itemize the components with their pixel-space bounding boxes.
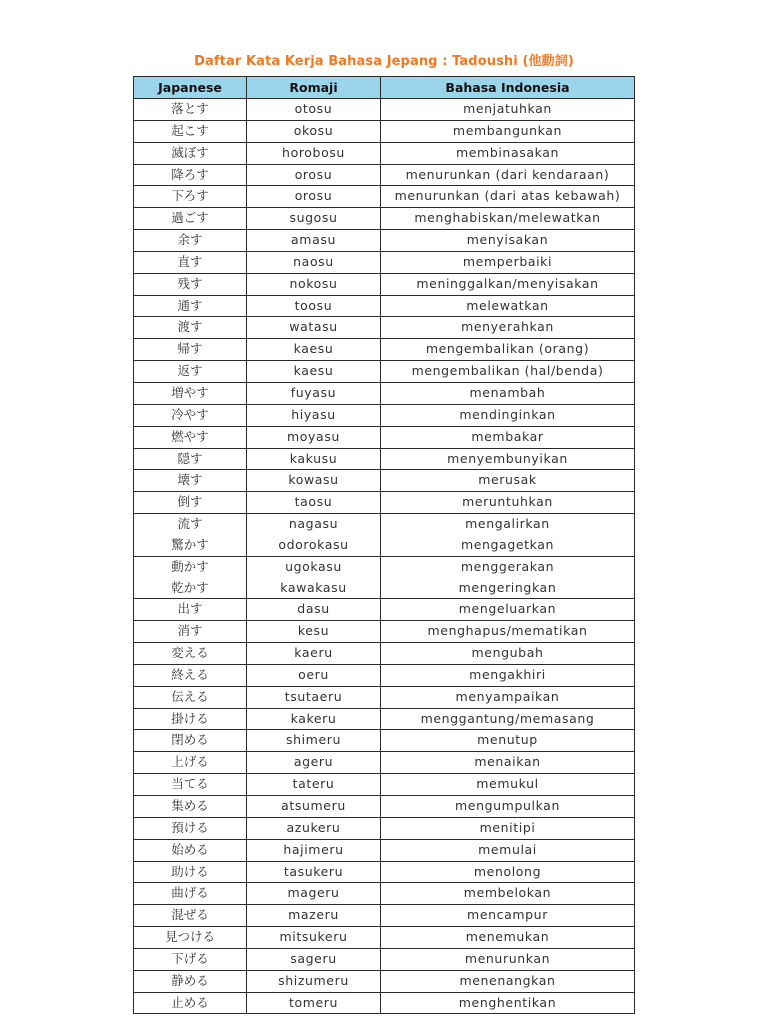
table-body — [134, 99, 635, 1014]
indonesian-cell — [381, 208, 635, 230]
japanese-cell — [134, 774, 247, 796]
cell-text: mengeluarkan — [458, 601, 557, 617]
japanese-cell — [134, 164, 247, 186]
japanese-cell — [134, 120, 247, 142]
romaji-cell — [247, 404, 381, 426]
cell-text: 隠す — [177, 450, 203, 466]
indonesian-cell — [381, 404, 635, 426]
romaji-cell — [247, 905, 381, 927]
table-row — [134, 839, 635, 861]
cell-text: hiyasu — [291, 406, 336, 422]
cell-text: 動かす — [171, 558, 209, 574]
japanese-cell — [134, 251, 247, 273]
table-row — [134, 251, 635, 273]
cell-text: memperbaiki — [462, 253, 553, 269]
cell-text: menjatuhkan — [463, 101, 552, 116]
romaji-cell — [247, 643, 381, 665]
cell-text: 滅ぼす — [171, 144, 209, 160]
cell-text: kaesu — [293, 363, 334, 379]
romaji-cell — [247, 774, 381, 796]
cell-text: 燃やす — [171, 428, 209, 444]
indonesian-cell — [381, 927, 635, 949]
cell-text: 増やす — [171, 384, 209, 400]
cell-text: 止める — [171, 994, 209, 1010]
cell-text: membakar — [471, 428, 544, 444]
indonesian-cell — [381, 514, 635, 557]
cell-text: menaikan — [474, 754, 541, 770]
cell-text: mitsukeru — [279, 929, 348, 945]
indonesian-cell — [381, 448, 635, 470]
romaji-cell — [247, 621, 381, 643]
indonesian-cell — [381, 883, 635, 905]
cell-text: merusak — [478, 472, 537, 488]
japanese-cell — [134, 796, 247, 818]
table-row — [134, 404, 635, 426]
column-header-indonesian: Bahasa Indonesia — [381, 77, 635, 99]
cell-text: kaeru — [294, 645, 333, 661]
cell-text: 下げる — [171, 950, 209, 966]
cell-text: 渡す — [177, 319, 203, 335]
romaji-cell — [247, 230, 381, 252]
japanese-cell — [134, 514, 247, 557]
column-header-romaji: Romaji — [247, 77, 381, 99]
cell-text: 静める — [171, 972, 209, 988]
japanese-cell — [134, 643, 247, 665]
japanese-cell — [134, 621, 247, 643]
cell-text: ageru — [293, 754, 334, 770]
table-row — [134, 317, 635, 339]
table-row — [134, 883, 635, 905]
japanese-cell — [134, 230, 247, 252]
japanese-cell — [134, 339, 247, 361]
verb-table — [133, 76, 635, 1014]
indonesian-cell — [381, 621, 635, 643]
japanese-cell — [134, 142, 247, 164]
indonesian-cell — [381, 120, 635, 142]
japanese-cell — [134, 295, 247, 317]
cell-text: 降ろす — [171, 166, 209, 182]
table-row — [134, 556, 635, 599]
table-row — [134, 643, 635, 665]
cell-text: odorokasu — [278, 536, 349, 552]
cell-text: 掛ける — [171, 710, 209, 726]
cell-text: shizumeru — [278, 972, 349, 988]
table-row — [134, 382, 635, 404]
romaji-cell — [247, 927, 381, 949]
cell-text: menghentikan — [458, 994, 557, 1010]
table-row — [134, 970, 635, 992]
romaji-cell — [247, 970, 381, 992]
japanese-cell — [134, 186, 247, 208]
romaji-cell — [247, 839, 381, 861]
romaji-cell — [247, 448, 381, 470]
cell-text: azukeru — [286, 819, 341, 835]
cell-text: tateru — [292, 776, 335, 792]
romaji-cell — [247, 186, 381, 208]
cell-text: mengagetkan — [460, 536, 555, 552]
table-row — [134, 361, 635, 383]
cell-text: taosu — [294, 494, 333, 510]
indonesian-cell — [381, 230, 635, 252]
cell-text: 集める — [171, 798, 209, 813]
cell-text: sageru — [290, 950, 337, 966]
indonesian-cell — [381, 361, 635, 383]
japanese-cell — [134, 492, 247, 514]
cell-text: 過ごす — [171, 210, 209, 226]
cell-text: oeru — [298, 666, 329, 682]
cell-text: sugosu — [289, 210, 338, 226]
cell-text: meruntuhkan — [462, 494, 553, 510]
cell-text: menemukan — [465, 929, 550, 945]
romaji-cell — [247, 273, 381, 295]
cell-text: mazeru — [288, 907, 339, 923]
table-row — [134, 927, 635, 949]
cell-text: menurunkan (dari kendaraan) — [405, 166, 610, 182]
table-row — [134, 948, 635, 970]
cell-text: 起こす — [171, 122, 209, 138]
cell-text: membelokan — [463, 885, 552, 901]
cell-text: 驚かす — [171, 536, 209, 552]
indonesian-cell — [381, 948, 635, 970]
cell-text: kakeru — [290, 710, 337, 726]
romaji-cell — [247, 142, 381, 164]
japanese-cell — [134, 556, 247, 599]
japanese-cell — [134, 948, 247, 970]
japanese-cell — [134, 664, 247, 686]
indonesian-cell — [381, 251, 635, 273]
cell-text: 冷やす — [171, 406, 209, 422]
cell-text: shimeru — [285, 732, 342, 748]
table-row — [134, 448, 635, 470]
japanese-cell — [134, 99, 247, 121]
japanese-cell — [134, 470, 247, 492]
table-row — [134, 186, 635, 208]
indonesian-cell — [381, 164, 635, 186]
japanese-cell — [134, 752, 247, 774]
romaji-cell — [247, 470, 381, 492]
cell-text: kakusu — [289, 450, 338, 466]
cell-text: mengalirkan — [465, 516, 550, 532]
cell-text: 倒す — [177, 494, 203, 510]
table-row — [134, 295, 635, 317]
cell-text: tsutaeru — [284, 688, 343, 704]
japanese-cell — [134, 686, 247, 708]
japanese-cell — [134, 208, 247, 230]
japanese-cell — [134, 817, 247, 839]
table-row — [134, 514, 635, 557]
cell-text: 余す — [177, 232, 203, 248]
cell-text: 閉める — [171, 732, 209, 748]
cell-text: melewatkan — [466, 297, 549, 313]
cell-text: kaesu — [293, 341, 334, 357]
cell-text: 乾かす — [171, 579, 209, 595]
cell-text: 見つける — [164, 929, 215, 945]
japanese-cell — [134, 426, 247, 448]
cell-text: watasu — [289, 319, 338, 335]
cell-text: hajimeru — [283, 841, 344, 857]
indonesian-cell — [381, 774, 635, 796]
cell-text: memulai — [478, 841, 537, 857]
cell-text: menyerahkan — [461, 319, 554, 335]
table-row — [134, 752, 635, 774]
indonesian-cell — [381, 861, 635, 883]
cell-text: mengembalikan (orang) — [425, 341, 590, 357]
cell-text: naosu — [293, 253, 334, 269]
cell-text: 上げる — [171, 754, 209, 770]
table-row — [134, 708, 635, 730]
cell-text: menyisakan — [466, 232, 549, 248]
cell-text: 落とす — [171, 101, 209, 116]
cell-text: mageru — [287, 885, 340, 901]
table-row — [134, 273, 635, 295]
romaji-cell — [247, 99, 381, 121]
romaji-cell — [247, 426, 381, 448]
cell-text: mengubah — [471, 645, 544, 661]
cell-text: menenangkan — [459, 972, 556, 988]
indonesian-cell — [381, 382, 635, 404]
cell-text: menghabiskan/melewatkan — [414, 210, 601, 226]
romaji-cell — [247, 339, 381, 361]
cell-text: menggantung/memasang — [420, 710, 595, 726]
cell-text: 残す — [177, 275, 203, 291]
cell-text: 混ぜる — [171, 907, 209, 923]
table-row — [134, 120, 635, 142]
table-row — [134, 470, 635, 492]
cell-text: tomeru — [288, 994, 339, 1010]
cell-text: menyembunyikan — [447, 450, 568, 466]
cell-text: menurunkan — [464, 950, 551, 966]
japanese-cell — [134, 317, 247, 339]
japanese-cell — [134, 839, 247, 861]
romaji-cell — [247, 251, 381, 273]
cell-text: kawakasu — [280, 579, 347, 595]
cell-text: 出す — [177, 601, 203, 617]
cell-text: 通す — [177, 297, 203, 313]
table-row — [134, 817, 635, 839]
cell-text: memukul — [476, 776, 539, 792]
table-row — [134, 774, 635, 796]
table-row — [134, 230, 635, 252]
cell-text: 下ろす — [171, 188, 209, 204]
romaji-cell — [247, 883, 381, 905]
japanese-cell — [134, 273, 247, 295]
table-row — [134, 905, 635, 927]
cell-text: menggerakan — [460, 558, 555, 574]
indonesian-cell — [381, 273, 635, 295]
romaji-cell — [247, 992, 381, 1014]
cell-text: nagasu — [288, 516, 339, 532]
cell-text: amasu — [291, 232, 336, 248]
table-row — [134, 492, 635, 514]
romaji-cell — [247, 492, 381, 514]
indonesian-cell — [381, 339, 635, 361]
japanese-cell — [134, 448, 247, 470]
indonesian-cell — [381, 970, 635, 992]
japanese-cell — [134, 861, 247, 883]
japanese-cell — [134, 708, 247, 730]
romaji-cell — [247, 708, 381, 730]
romaji-cell — [247, 164, 381, 186]
indonesian-cell — [381, 664, 635, 686]
cell-text: orosu — [294, 188, 333, 204]
indonesian-cell — [381, 796, 635, 818]
cell-text: 当てる — [171, 776, 209, 792]
cell-text: atsumeru — [281, 798, 346, 813]
romaji-cell — [247, 514, 381, 557]
cell-text: orosu — [294, 166, 333, 182]
indonesian-cell — [381, 295, 635, 317]
document-title: Daftar Kata Kerja Bahasa Jepang : Tadoushi (他動詞) — [194, 54, 574, 69]
romaji-cell — [247, 664, 381, 686]
cell-text: menitipi — [479, 819, 536, 835]
indonesian-cell — [381, 492, 635, 514]
indonesian-cell — [381, 99, 635, 121]
cell-text: 変える — [171, 645, 209, 661]
indonesian-cell — [381, 599, 635, 621]
table-row — [134, 426, 635, 448]
table-row — [134, 99, 635, 121]
cell-text: 直す — [177, 253, 203, 269]
romaji-cell — [247, 817, 381, 839]
cell-text: toosu — [294, 297, 333, 313]
cell-text: tasukeru — [283, 863, 344, 879]
indonesian-cell — [381, 142, 635, 164]
romaji-cell — [247, 599, 381, 621]
cell-text: mencampur — [467, 907, 548, 923]
indonesian-cell — [381, 752, 635, 774]
indonesian-cell — [381, 708, 635, 730]
table-row — [134, 621, 635, 643]
cell-text: ugokasu — [285, 558, 342, 574]
indonesian-cell — [381, 470, 635, 492]
romaji-cell — [247, 948, 381, 970]
cell-text: 助ける — [171, 863, 209, 879]
cell-text: menghapus/mematikan — [427, 623, 588, 639]
cell-text: 始める — [171, 841, 209, 857]
indonesian-cell — [381, 992, 635, 1014]
table-header-row — [134, 77, 635, 99]
column-header-japanese: Japanese — [134, 77, 247, 99]
table-row — [134, 142, 635, 164]
indonesian-cell — [381, 686, 635, 708]
table-row — [134, 796, 635, 818]
indonesian-cell — [381, 730, 635, 752]
cell-text: membinasakan — [455, 144, 559, 160]
table-row — [134, 992, 635, 1014]
cell-text: menutup — [477, 732, 538, 748]
romaji-cell — [247, 361, 381, 383]
cell-text: meninggalkan/menyisakan — [416, 275, 599, 291]
cell-text: mengembalikan (hal/benda) — [411, 363, 604, 379]
cell-text: kowasu — [288, 472, 339, 488]
cell-text: menambah — [469, 384, 546, 400]
cell-text: okosu — [293, 122, 334, 138]
japanese-cell — [134, 404, 247, 426]
japanese-cell — [134, 927, 247, 949]
cell-text: 曲げる — [171, 885, 209, 901]
cell-text: mengakhiri — [469, 666, 546, 682]
romaji-cell — [247, 295, 381, 317]
cell-text: 壊す — [177, 472, 203, 488]
indonesian-cell — [381, 317, 635, 339]
table-row — [134, 861, 635, 883]
cell-text: moyasu — [287, 428, 340, 444]
cell-text: 返す — [177, 363, 203, 379]
cell-text: otosu — [294, 101, 333, 116]
romaji-cell — [247, 730, 381, 752]
cell-text: dasu — [297, 601, 330, 617]
cell-text: 流す — [177, 516, 203, 532]
cell-text: menolong — [473, 863, 542, 879]
table-row — [134, 339, 635, 361]
indonesian-cell — [381, 426, 635, 448]
table-row — [134, 686, 635, 708]
indonesian-cell — [381, 186, 635, 208]
romaji-cell — [247, 208, 381, 230]
cell-text: 消す — [177, 623, 203, 639]
japanese-cell — [134, 361, 247, 383]
indonesian-cell — [381, 839, 635, 861]
cell-text: 預ける — [171, 819, 209, 835]
romaji-cell — [247, 382, 381, 404]
cell-text: kesu — [297, 623, 330, 639]
cell-text: mendinginkan — [459, 406, 556, 422]
table-row — [134, 664, 635, 686]
romaji-cell — [247, 861, 381, 883]
cell-text: horobosu — [282, 144, 345, 160]
indonesian-cell — [381, 905, 635, 927]
cell-text: mengeringkan — [458, 579, 557, 595]
cell-text: nokosu — [289, 275, 338, 291]
indonesian-cell — [381, 643, 635, 665]
romaji-cell — [247, 752, 381, 774]
cell-text: fuyasu — [290, 384, 337, 400]
japanese-cell — [134, 992, 247, 1014]
japanese-cell — [134, 970, 247, 992]
cell-text: 帰す — [177, 341, 203, 357]
romaji-cell — [247, 120, 381, 142]
japanese-cell — [134, 905, 247, 927]
indonesian-cell — [381, 817, 635, 839]
romaji-cell — [247, 686, 381, 708]
cell-text: mengumpulkan — [455, 798, 560, 813]
romaji-cell — [247, 556, 381, 599]
cell-text: menyampaikan — [455, 688, 560, 704]
japanese-cell — [134, 883, 247, 905]
japanese-cell — [134, 730, 247, 752]
cell-text: menurunkan (dari atas kebawah) — [394, 188, 621, 204]
table-row — [134, 599, 635, 621]
table-row — [134, 730, 635, 752]
cell-text: membangunkan — [452, 122, 563, 138]
cell-text: 伝える — [171, 688, 209, 704]
cell-text: 終える — [171, 666, 209, 682]
japanese-cell — [134, 382, 247, 404]
table-row — [134, 164, 635, 186]
japanese-cell — [134, 599, 247, 621]
table-row — [134, 208, 635, 230]
indonesian-cell — [381, 556, 635, 599]
romaji-cell — [247, 796, 381, 818]
romaji-cell — [247, 317, 381, 339]
